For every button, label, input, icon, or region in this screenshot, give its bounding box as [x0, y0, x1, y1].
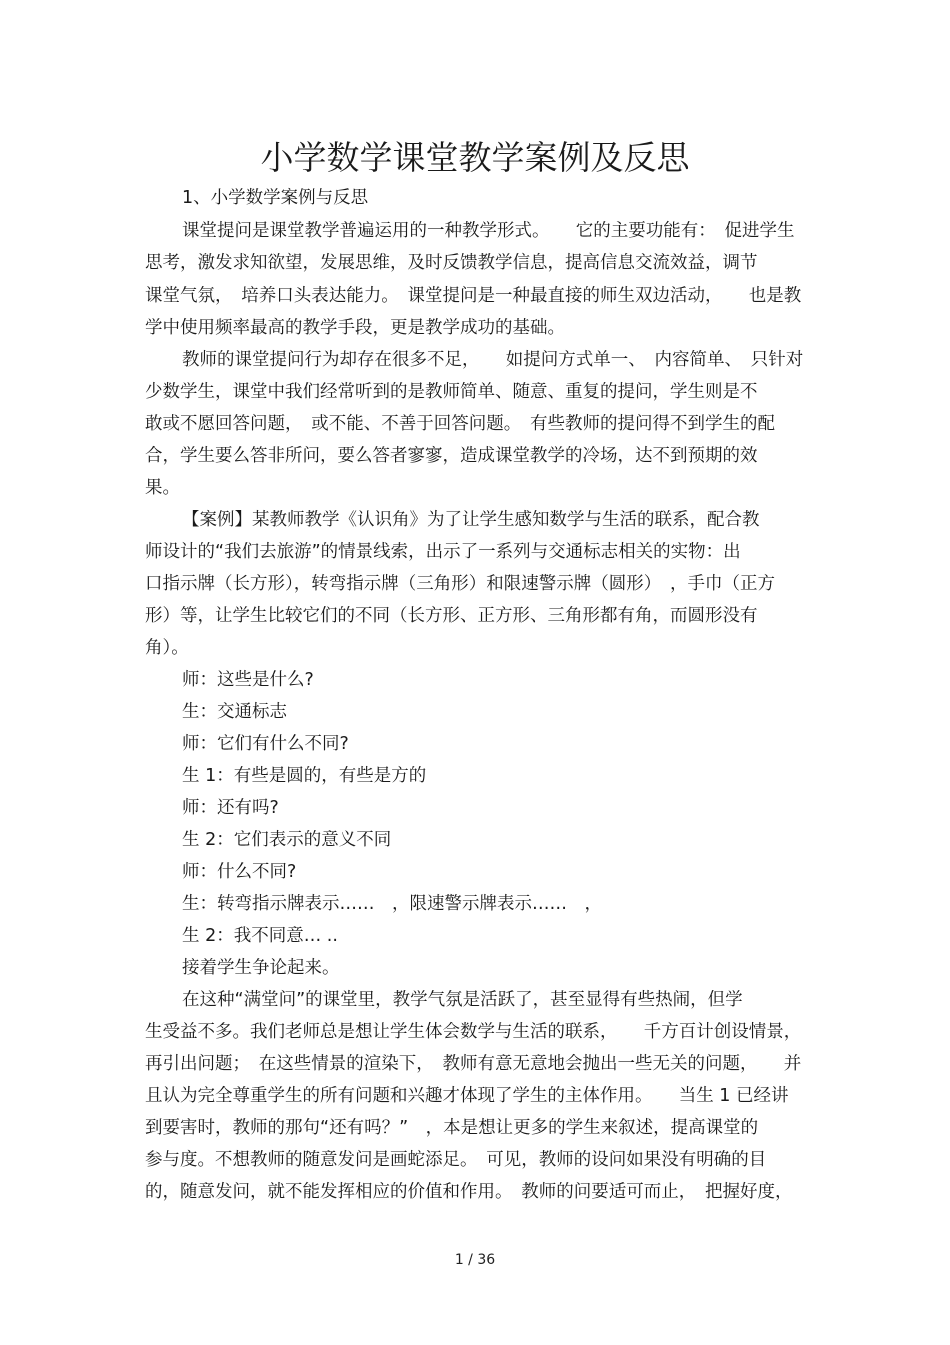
- paragraph-line: 角）。: [145, 638, 189, 658]
- dialogue-line: 生 2：我不同意… ..: [182, 926, 338, 946]
- paragraph-line: 参与度。不想教师的随意发问是画蛇添足。 可见，教师的设问如果没有明确的目: [145, 1150, 767, 1170]
- dialogue-line: 生 2：它们表示的意义不同: [182, 830, 392, 850]
- paragraph-line: 接着学生争论起来。: [182, 958, 340, 978]
- paragraph-line: 生受益不多。我们老师总是想让学生体会数学与生活的联系， 千方百计创设情景，: [145, 1022, 802, 1042]
- document-title: 小学数学课堂教学案例及反思: [260, 138, 690, 177]
- paragraph-line: 果。: [145, 478, 180, 498]
- paragraph-line: 且认为完全尊重学生的所有问题和兴趣才体现了学生的主体作用。 当生 1 已经讲: [145, 1086, 789, 1106]
- paragraph-line: 在这种“满堂问”的课堂里，教学气氛是活跃了，甚至显得有些热闹，但学: [182, 990, 743, 1010]
- paragraph-line: 教师的课堂提问行为却存在很多不足， 如提问方式单一、 内容简单、 只针对: [182, 350, 804, 370]
- paragraph-line: 口指示牌（长方形），转弯指示牌（三角形）和限速警示牌（圆形） ，手巾（正方: [145, 574, 775, 594]
- paragraph-line: 课堂气氛， 培养口头表达能力。 课堂提问是一种最直接的师生双边活动， 也是教: [145, 286, 802, 306]
- paragraph-line: 学中使用频率最高的教学手段，更是教学成功的基础。: [145, 318, 565, 338]
- paragraph-line: 【案例】某教师教学《认识角》为了让学生感知数学与生活的联系，配合教: [182, 510, 760, 530]
- dialogue-line: 师：还有吗?: [182, 798, 279, 818]
- paragraph-line: 合，学生要么答非所问，要么答者寥寥，造成课堂教学的冷场，达不到预期的效: [145, 446, 758, 466]
- paragraph-line: 师设计的“我们去旅游”的情景线索，出示了一系列与交通标志相关的实物：出: [145, 542, 741, 562]
- paragraph-line: 的，随意发问，就不能发挥相应的价值和作用。 教师的问要适可而止， 把握好度，: [145, 1182, 793, 1202]
- paragraph-line: 课堂提问是课堂教学普遍运用的一种教学形式。 它的主要功能有： 促进学生: [182, 221, 795, 241]
- paragraph-line: 到要害时，教师的那句“还有吗？” ，本是想让更多的学生来叙述，提高课堂的: [145, 1118, 759, 1138]
- paragraph-line: 少数学生，课堂中我们经常听到的是教师简单、随意、重复的提问，学生则是不: [145, 382, 758, 402]
- paragraph-line: 敢或不愿回答问题， 或不能、不善于回答问题。 有些教师的提问得不到学生的配: [145, 414, 775, 434]
- dialogue-line: 生：交通标志: [182, 702, 287, 722]
- paragraph-line: 再引出问题； 在这些情景的渲染下， 教师有意无意地会抛出一些无关的问题， 并: [145, 1054, 802, 1074]
- dialogue-line: 师：什么不同?: [182, 862, 297, 882]
- paragraph-line: 形）等，让学生比较它们的不同（长方形、正方形、三角形都有角，而圆形没有: [145, 606, 758, 626]
- dialogue-line: 师：它们有什么不同?: [182, 734, 349, 754]
- dialogue-line: 师：这些是什么?: [182, 670, 314, 690]
- page-number: 1 / 36: [454, 1252, 496, 1268]
- dialogue-line: 生 1：有些是圆的，有些是方的: [182, 766, 427, 786]
- paragraph-line: 思考，激发求知欲望，发展思维，及时反馈教学信息，提高信息交流效益，调节: [145, 253, 758, 273]
- section-heading: 1、小学数学案例与反思: [182, 188, 369, 208]
- dialogue-line: 生：转弯指示牌表示…… ，限速警示牌表示…… ，: [182, 894, 602, 914]
